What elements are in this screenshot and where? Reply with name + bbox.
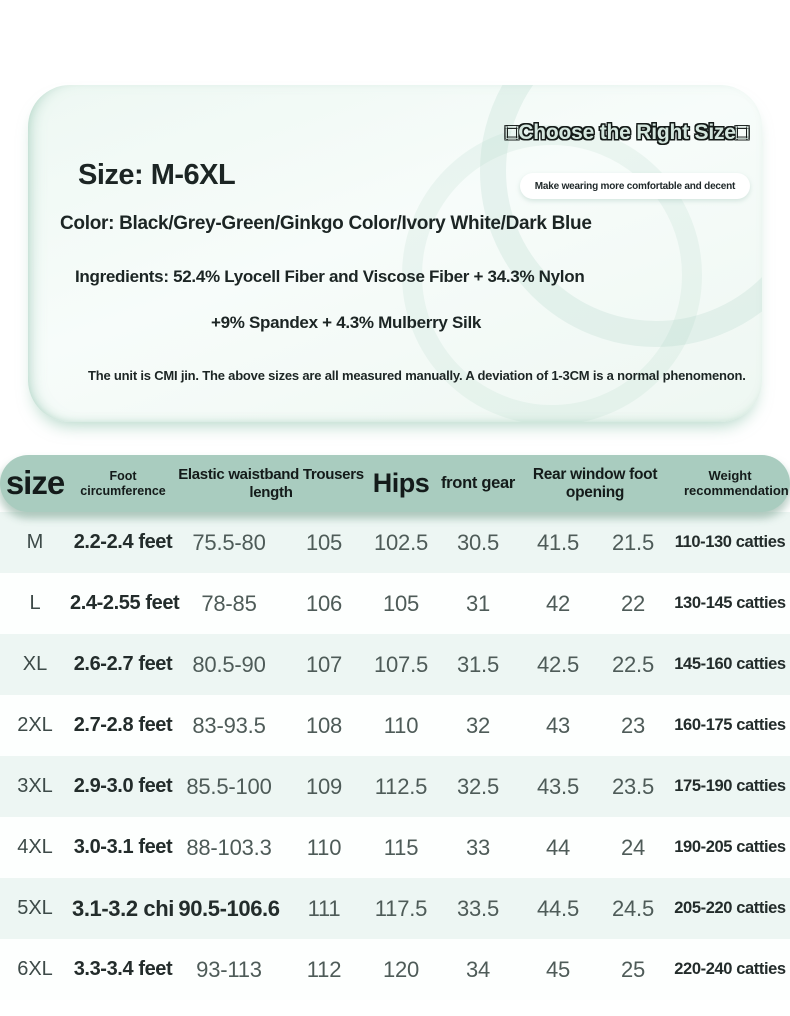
foot-opening-cell: 22 (620, 590, 646, 616)
foot-opening-cell: 23 (620, 712, 646, 738)
size-range-line: Size: M-6XL (78, 159, 236, 191)
card-title: □Choose the Right Size□ (505, 121, 749, 144)
foot-opening-cell: 21.5 (611, 529, 655, 555)
size-cell: 2XL (17, 714, 53, 736)
header-rear-window-foot-opening: Rear window foot opening (532, 465, 658, 501)
waistband-cell: 85.5-100 (186, 773, 272, 799)
size-cell: L (29, 592, 41, 614)
foot-opening-cell: 24 (620, 834, 646, 860)
size-info-card (28, 85, 762, 422)
front-gear-cell: 33 (465, 834, 491, 860)
weight-cell: 145-160 catties (674, 655, 786, 673)
size-cell: M (26, 531, 44, 553)
rear-window-cell: 42 (545, 590, 571, 616)
header-foot-circumference: Foot circumference (80, 469, 166, 498)
weight-cell: 175-190 catties (674, 777, 786, 795)
size-cell: 4XL (17, 836, 53, 858)
waistband-cell: 83-93.5 (192, 712, 266, 738)
table-body (0, 512, 790, 1000)
front-gear-cell: 34 (465, 956, 491, 982)
hips-cell: 107.5 (373, 651, 429, 677)
foot-opening-cell: 24.5 (611, 895, 655, 921)
foot-opening-cell: 22.5 (611, 651, 655, 677)
front-gear-cell: 31.5 (456, 651, 500, 677)
rear-window-cell: 42.5 (536, 651, 580, 677)
table-row (0, 878, 790, 939)
foot-cell: 2.6-2.7 feet (73, 653, 173, 675)
weight-cell: 130-145 catties (674, 594, 786, 612)
rear-window-cell: 43 (545, 712, 571, 738)
front-gear-cell: 32.5 (456, 773, 500, 799)
waistband-cell: 75.5-80 (192, 529, 266, 555)
weight-cell: 110-130 catties (674, 533, 786, 551)
foot-opening-cell: 23.5 (611, 773, 655, 799)
table-row (0, 512, 790, 573)
ingredients-line-2: +9% Spandex + 4.3% Mulberry Silk (210, 313, 482, 332)
header-front-gear: front gear (440, 474, 515, 493)
header-elastic-waistband-trousers-length: Elastic waistband Trousers length (178, 466, 364, 501)
front-gear-cell: 32 (465, 712, 491, 738)
foot-cell: 2.7-2.8 feet (73, 714, 173, 736)
front-gear-cell: 33.5 (456, 895, 500, 921)
header-hips: Hips (372, 467, 430, 498)
table-row (0, 695, 790, 756)
table-row (0, 756, 790, 817)
size-chart-table (0, 455, 790, 1000)
waistband-cell: 80.5-90 (192, 651, 266, 677)
foot-cell: 2.4-2.55 feet (70, 592, 180, 614)
hips-cell: 110 (383, 712, 419, 738)
weight-cell: 160-175 catties (674, 716, 786, 734)
waistband-cell: 93-113 (196, 956, 262, 982)
hips-cell: 105 (382, 590, 420, 616)
table-row (0, 939, 790, 1000)
front-gear-cell: 31 (465, 590, 491, 616)
ingredients-line-1: Ingredients: 52.4% Lyocell Fiber and Viscose Fiber + 34.3% Nylon (75, 267, 585, 286)
foot-cell: 2.2-2.4 feet (73, 531, 173, 553)
rear-window-cell: 44.5 (536, 895, 580, 921)
hips-cell: 120 (382, 956, 420, 982)
hips-cell: 102.5 (373, 529, 429, 555)
foot-cell: 2.9-3.0 feet (73, 775, 173, 797)
rear-window-cell: 43.5 (536, 773, 580, 799)
foot-cell: 3.1-3.2 chi (72, 895, 174, 921)
size-cell: 5XL (17, 897, 53, 919)
weight-cell: 205-220 catties (674, 899, 786, 917)
foot-cell: 3.0-3.1 feet (73, 836, 173, 858)
trousers-cell: 112 (306, 956, 342, 982)
hips-cell: 117.5 (374, 895, 428, 921)
hips-cell: 115 (383, 834, 419, 860)
rear-window-cell: 41.5 (536, 529, 580, 555)
table-row (0, 573, 790, 634)
size-cell: XL (22, 653, 48, 675)
color-options-line: Color: Black/Grey-Green/Ginkgo Color/Ivory White/Dark Blue (60, 213, 592, 234)
size-cell: 3XL (17, 775, 53, 797)
weight-cell: 190-205 catties (674, 838, 786, 856)
waistband-cell: 90.5-106.6 (178, 895, 280, 921)
trousers-cell: 107 (305, 651, 343, 677)
waistband-cell: 78-85 (201, 590, 257, 616)
hips-cell: 112.5 (374, 773, 428, 799)
header-weight-recommendation: Weight recommendation (684, 467, 789, 498)
rear-window-cell: 44 (545, 834, 571, 860)
rear-window-cell: 45 (545, 956, 571, 982)
table-row (0, 817, 790, 878)
table-row (0, 634, 790, 695)
weight-cell: 220-240 catties (674, 960, 786, 978)
trousers-cell: 111 (307, 895, 341, 921)
trousers-cell: 106 (305, 590, 343, 616)
measurement-note: The unit is CMI jin. The above sizes are all measured manually. A deviation of 1-3CM is a normal phenomenon. (88, 368, 746, 383)
foot-opening-cell: 25 (620, 956, 646, 982)
comfort-pill-badge: Make wearing more comfortable and decent (520, 173, 750, 199)
trousers-cell: 110 (306, 834, 342, 860)
trousers-cell: 108 (305, 712, 343, 738)
trousers-cell: 105 (305, 529, 343, 555)
table-header-row (0, 455, 790, 512)
waistband-cell: 88-103.3 (186, 834, 272, 860)
header-size: size (5, 463, 65, 501)
foot-cell: 3.3-3.4 feet (73, 958, 173, 980)
trousers-cell: 109 (305, 773, 343, 799)
front-gear-cell: 30.5 (456, 529, 500, 555)
size-cell: 6XL (17, 958, 53, 980)
